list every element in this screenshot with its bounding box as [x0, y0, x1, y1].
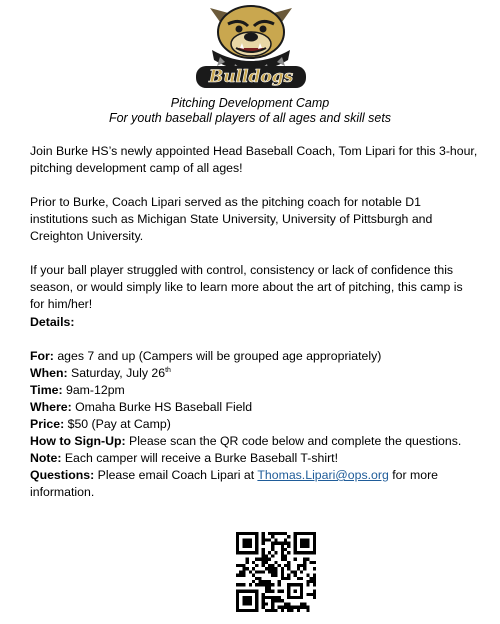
detail-note-label: Note: [30, 451, 62, 465]
intro-paragraph: Join Burke HS’s newly appointed Head Baseball Coach, Tom Lipari for this 3-hour, pitching development camp of all ages! [30, 144, 478, 175]
page-subtitle: For youth baseball players of all ages and skill sets [108, 111, 392, 125]
details-heading: Details: [30, 315, 75, 329]
detail-where [30, 399, 252, 416]
logo-wordmark: Bulldogs [208, 67, 294, 87]
detail-price [30, 416, 171, 433]
detail-for-value: ages 7 and up (Campers will be grouped age appropriately) [57, 349, 382, 363]
pitch-paragraph: If your ball player struggled with control, consistency or lack of confidence this season, or would simply like to learn more about the art of pitching, this camp is for him/her! [30, 263, 463, 311]
detail-note-value: Each camper will receive a Burke Baseball T-shirt! [64, 451, 338, 465]
page-title: Pitching Development Camp [170, 96, 330, 110]
background-paragraph: Prior to Burke, Coach Lipari served as the pitching coach for notable D1 institutions such as Michigan State University, University of Pittsburgh and Creighton University. [30, 195, 433, 243]
questions-text-before: Please email Coach Lipari at [97, 468, 255, 482]
detail-when-suffix: th [165, 367, 171, 374]
detail-for [30, 348, 381, 365]
bulldog-head-icon [210, 6, 292, 76]
questions-label: Questions: [30, 468, 95, 482]
detail-when-label: When: [30, 366, 68, 380]
email-link[interactable]: Thomas.Lipari@ops.org [257, 468, 389, 482]
detail-where-label: Where: [30, 400, 72, 414]
detail-signup-label: How to Sign-Up: [30, 434, 126, 448]
bulldogs-logo [190, 2, 312, 94]
qr-code-icon[interactable] [236, 532, 316, 612]
detail-signup-value: Please scan the QR code below and complete the questions. [129, 434, 462, 448]
detail-when [30, 365, 171, 382]
detail-time-label: Time: [30, 383, 63, 397]
detail-note [30, 450, 338, 467]
detail-time-value: 9am-12pm [66, 383, 125, 397]
detail-for-label: For: [30, 349, 54, 363]
logo-subtext: BASEBALL [230, 88, 272, 94]
detail-price-label: Price: [30, 417, 65, 431]
questions-text-after: for more information. [30, 468, 439, 499]
detail-when-value: Saturday, July 26 [71, 366, 166, 380]
detail-signup [30, 433, 461, 450]
detail-time [30, 382, 125, 399]
questions-paragraph [30, 467, 478, 501]
detail-where-value: Omaha Burke HS Baseball Field [75, 400, 253, 414]
detail-price-value: $50 (Pay at Camp) [67, 417, 171, 431]
